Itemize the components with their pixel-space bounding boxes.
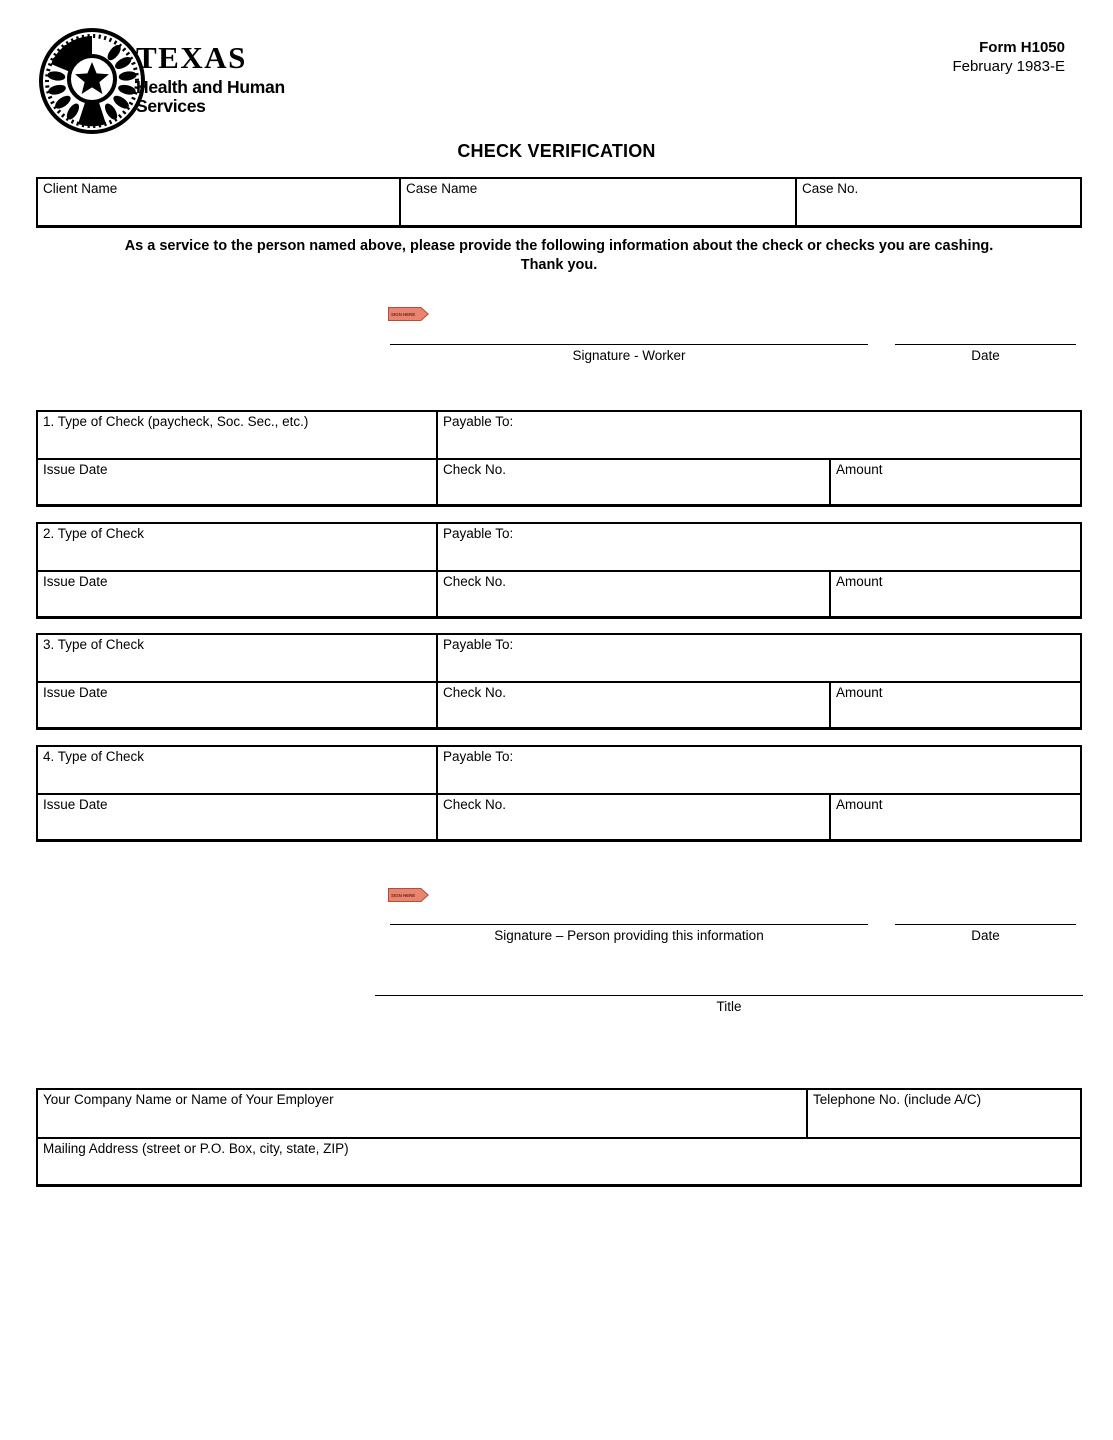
telephone-cell[interactable] [806, 1090, 1080, 1137]
provider-signature-label: Signature – Person providing this information [494, 928, 764, 943]
issue-date-cell[interactable] [38, 460, 436, 504]
check-no-cell[interactable] [436, 795, 829, 839]
agency-subtitle-line1: Health and Human [136, 77, 285, 97]
company-name-label: Your Company Name or Name of Your Employer [43, 1092, 334, 1107]
check-no-label: Check No. [443, 797, 507, 812]
type-of-check-cell[interactable] [38, 635, 436, 681]
worker-date-label: Date [971, 348, 1000, 363]
form-number: Form H1050 [979, 39, 1065, 56]
type-of-check-label: 4. Type of Check [43, 749, 145, 764]
texas-hhs-seal-icon [38, 27, 146, 135]
title-label: Title [716, 999, 742, 1014]
check-no-label: Check No. [443, 462, 507, 477]
amount-label: Amount [836, 685, 883, 700]
agency-logo [136, 42, 285, 116]
issue-date-label: Issue Date [43, 685, 108, 700]
check-no-cell[interactable] [436, 683, 829, 727]
amount-cell[interactable] [829, 572, 1080, 616]
issue-date-cell[interactable] [38, 572, 436, 616]
form-info [952, 38, 1065, 76]
form-revision-date: February 1983-E [952, 58, 1065, 75]
check-section-3 [36, 633, 1082, 730]
worker-date-line[interactable] [895, 344, 1076, 345]
provider-date-line[interactable] [895, 924, 1076, 925]
payable-to-label: Payable To: [443, 749, 514, 764]
mailing-address-cell[interactable] [38, 1139, 1080, 1184]
payable-to-cell[interactable] [436, 524, 1080, 570]
issue-date-label: Issue Date [43, 574, 108, 589]
type-of-check-cell[interactable] [38, 412, 436, 458]
type-of-check-label: 1. Type of Check (paycheck, Soc. Sec., etc.) [43, 414, 309, 429]
client-name-cell[interactable] [38, 179, 399, 225]
page-title: CHECK VERIFICATION [457, 141, 656, 161]
check-no-label: Check No. [443, 574, 507, 589]
sign-here-icon: SIGN HERE [391, 893, 416, 898]
provider-date-label: Date [971, 928, 1000, 943]
case-name-label: Case Name [406, 181, 478, 196]
client-case-table [36, 177, 1082, 228]
client-name-label: Client Name [43, 181, 118, 196]
check-no-cell[interactable] [436, 460, 829, 504]
check-no-label: Check No. [443, 685, 507, 700]
check-no-cell[interactable] [436, 572, 829, 616]
amount-label: Amount [836, 797, 883, 812]
sign-here-icon: SIGN HERE [391, 312, 416, 317]
title-line[interactable] [375, 995, 1083, 996]
company-name-cell[interactable] [38, 1090, 806, 1137]
issue-date-label: Issue Date [43, 462, 108, 477]
case-name-cell[interactable] [399, 179, 795, 225]
worker-signature-label: Signature - Worker [572, 348, 686, 363]
sign-here-tag[interactable] [388, 307, 429, 321]
payable-to-label: Payable To: [443, 414, 514, 429]
amount-cell[interactable] [829, 460, 1080, 504]
issue-date-cell[interactable] [38, 795, 436, 839]
amount-cell[interactable] [829, 795, 1080, 839]
agency-subtitle-line2: Services [136, 96, 206, 116]
check-section-4 [36, 745, 1082, 842]
amount-cell[interactable] [829, 683, 1080, 727]
payable-to-label: Payable To: [443, 526, 514, 541]
case-no-cell[interactable] [795, 179, 1074, 225]
mailing-address-label: Mailing Address (street or P.O. Box, city, state, ZIP) [43, 1141, 349, 1156]
issue-date-cell[interactable] [38, 683, 436, 727]
payable-to-cell[interactable] [436, 747, 1080, 793]
instruction-text [36, 237, 1082, 275]
payable-to-label: Payable To: [443, 637, 514, 652]
company-table [36, 1088, 1082, 1187]
issue-date-label: Issue Date [43, 797, 108, 812]
amount-label: Amount [836, 462, 883, 477]
telephone-label: Telephone No. (include A/C) [813, 1092, 982, 1107]
instruction-line2: Thank you. [520, 257, 598, 273]
amount-label: Amount [836, 574, 883, 589]
type-of-check-label: 3. Type of Check [43, 637, 145, 652]
check-section-1 [36, 410, 1082, 507]
instruction-line1: As a service to the person named above, please provide the following information about the check or checks you are cashing. [124, 238, 994, 254]
type-of-check-cell[interactable] [38, 524, 436, 570]
agency-name: TEXAS [136, 40, 247, 75]
payable-to-cell[interactable] [436, 412, 1080, 458]
type-of-check-label: 2. Type of Check [43, 526, 145, 541]
sign-here-tag[interactable] [388, 888, 429, 902]
worker-signature-line[interactable] [390, 344, 868, 345]
provider-signature-line[interactable] [390, 924, 868, 925]
type-of-check-cell[interactable] [38, 747, 436, 793]
check-section-2 [36, 522, 1082, 619]
payable-to-cell[interactable] [436, 635, 1080, 681]
case-no-label: Case No. [802, 181, 859, 196]
